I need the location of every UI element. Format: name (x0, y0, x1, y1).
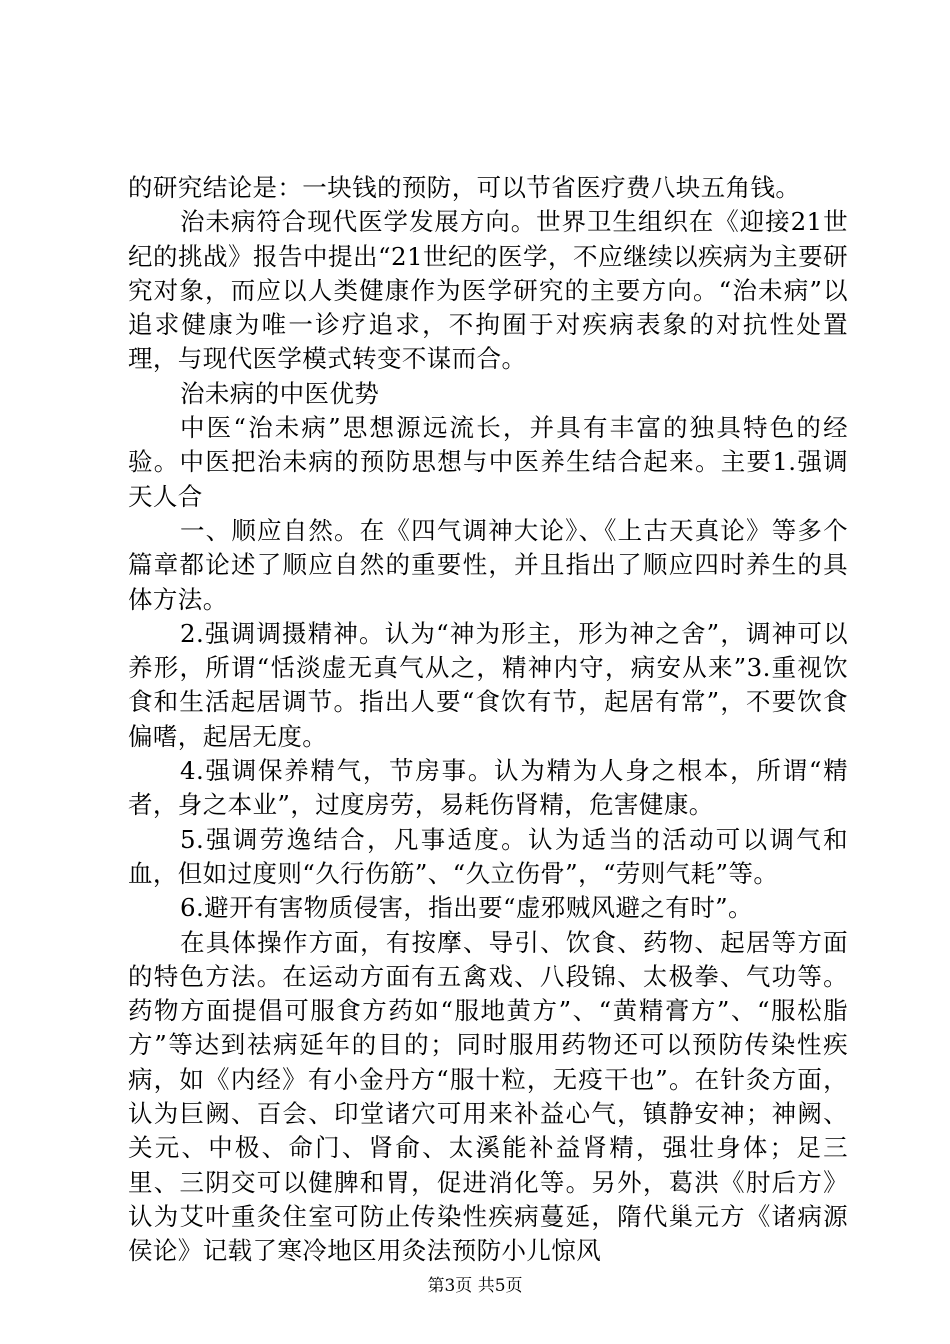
paragraph-3: 中医“治未病”思想源远流长，并具有丰富的独具特色的经验。中医把治未病的预防思想与中医养生结合起来。主要1.强调天人合 (128, 413, 848, 511)
paragraph-2: 治未病符合现代医学发展方向。世界卫生组织在《迎接21世纪的挑战》报告中提出“21世纪的医学，不应继续以疾病为主要研究对象，而应以人类健康作为医学研究的主要方向。“治未病”以追求健康为唯一诊疗追求，不拘囿于对疾病表象的对抗性处置理，与现代医学模式转变不谋而合。 (128, 207, 848, 374)
paragraph-4: 一、顺应自然。在《四气调神大论》、《上古天真论》等多个篇章都论述了顺应自然的重要性，并且指出了顺应四时养生的具体方法。 (128, 515, 848, 614)
paragraph-1: 的研究结论是：一块钱的预防，可以节省医疗费八块五角钱。 (128, 173, 801, 202)
paragraph-9: 在具体操作方面，有按摩、导引、饮食、药物、起居等方面的特色方法。在运动方面有五禽戏、八段锦、太极拳、气功等。药物方面提倡可服食方药如“服地黄方”、“黄精膏方”、“服松脂方”等达到祛病延年的目的；同时服用药物还可以预防传染性疾病，如《内经》有小金丹方“服十粒，无疫干也”。在针灸方面，认为巨阙、百会、印堂诸穴可用来补益心气，镇静安神；神阙、关元、中极、命门、肾俞、太溪能补益肾精，强壮身体；足三里、三阴交可以健脾和胃，促进消化等。另外，葛洪《肘后方》认为艾叶重灸住室可防止传染性疾病蔓延，隋代巢元方《诸病源侯论》记载了寒冷地区用灸法预防小儿惊风 (128, 927, 848, 1266)
paragraph-7: 5.强调劳逸结合，凡事适度。认为适当的活动可以调气和血，但如过度则“久行伤筋”、“久立伤骨”，“劳则气耗”等。 (128, 824, 848, 888)
paragraph-5: 2.强调调摄精神。认为“神为形主，形为神之舍”，调神可以养形，所谓“恬淡虚无真气从之，精神内守，病安从来”3.重视饮食和生活起居调节。指出人要“食饮有节，起居有常”，不要饮食偏嗜，起居无度。 (128, 618, 848, 751)
paragraph-6: 4.强调保养精气，节房事。认为精为人身之根本，所谓“精者，身之本业”，过度房劳，易耗伤肾精，危害健康。 (128, 756, 848, 820)
paragraph-8: 6.避开有害物质侵害，指出要“虚邪贼风避之有时”。 (180, 893, 753, 923)
page-footer: 第3页 共5页 (427, 1276, 523, 1296)
section-heading: 治未病的中医优势 (180, 378, 380, 408)
document-body (128, 171, 848, 1269)
